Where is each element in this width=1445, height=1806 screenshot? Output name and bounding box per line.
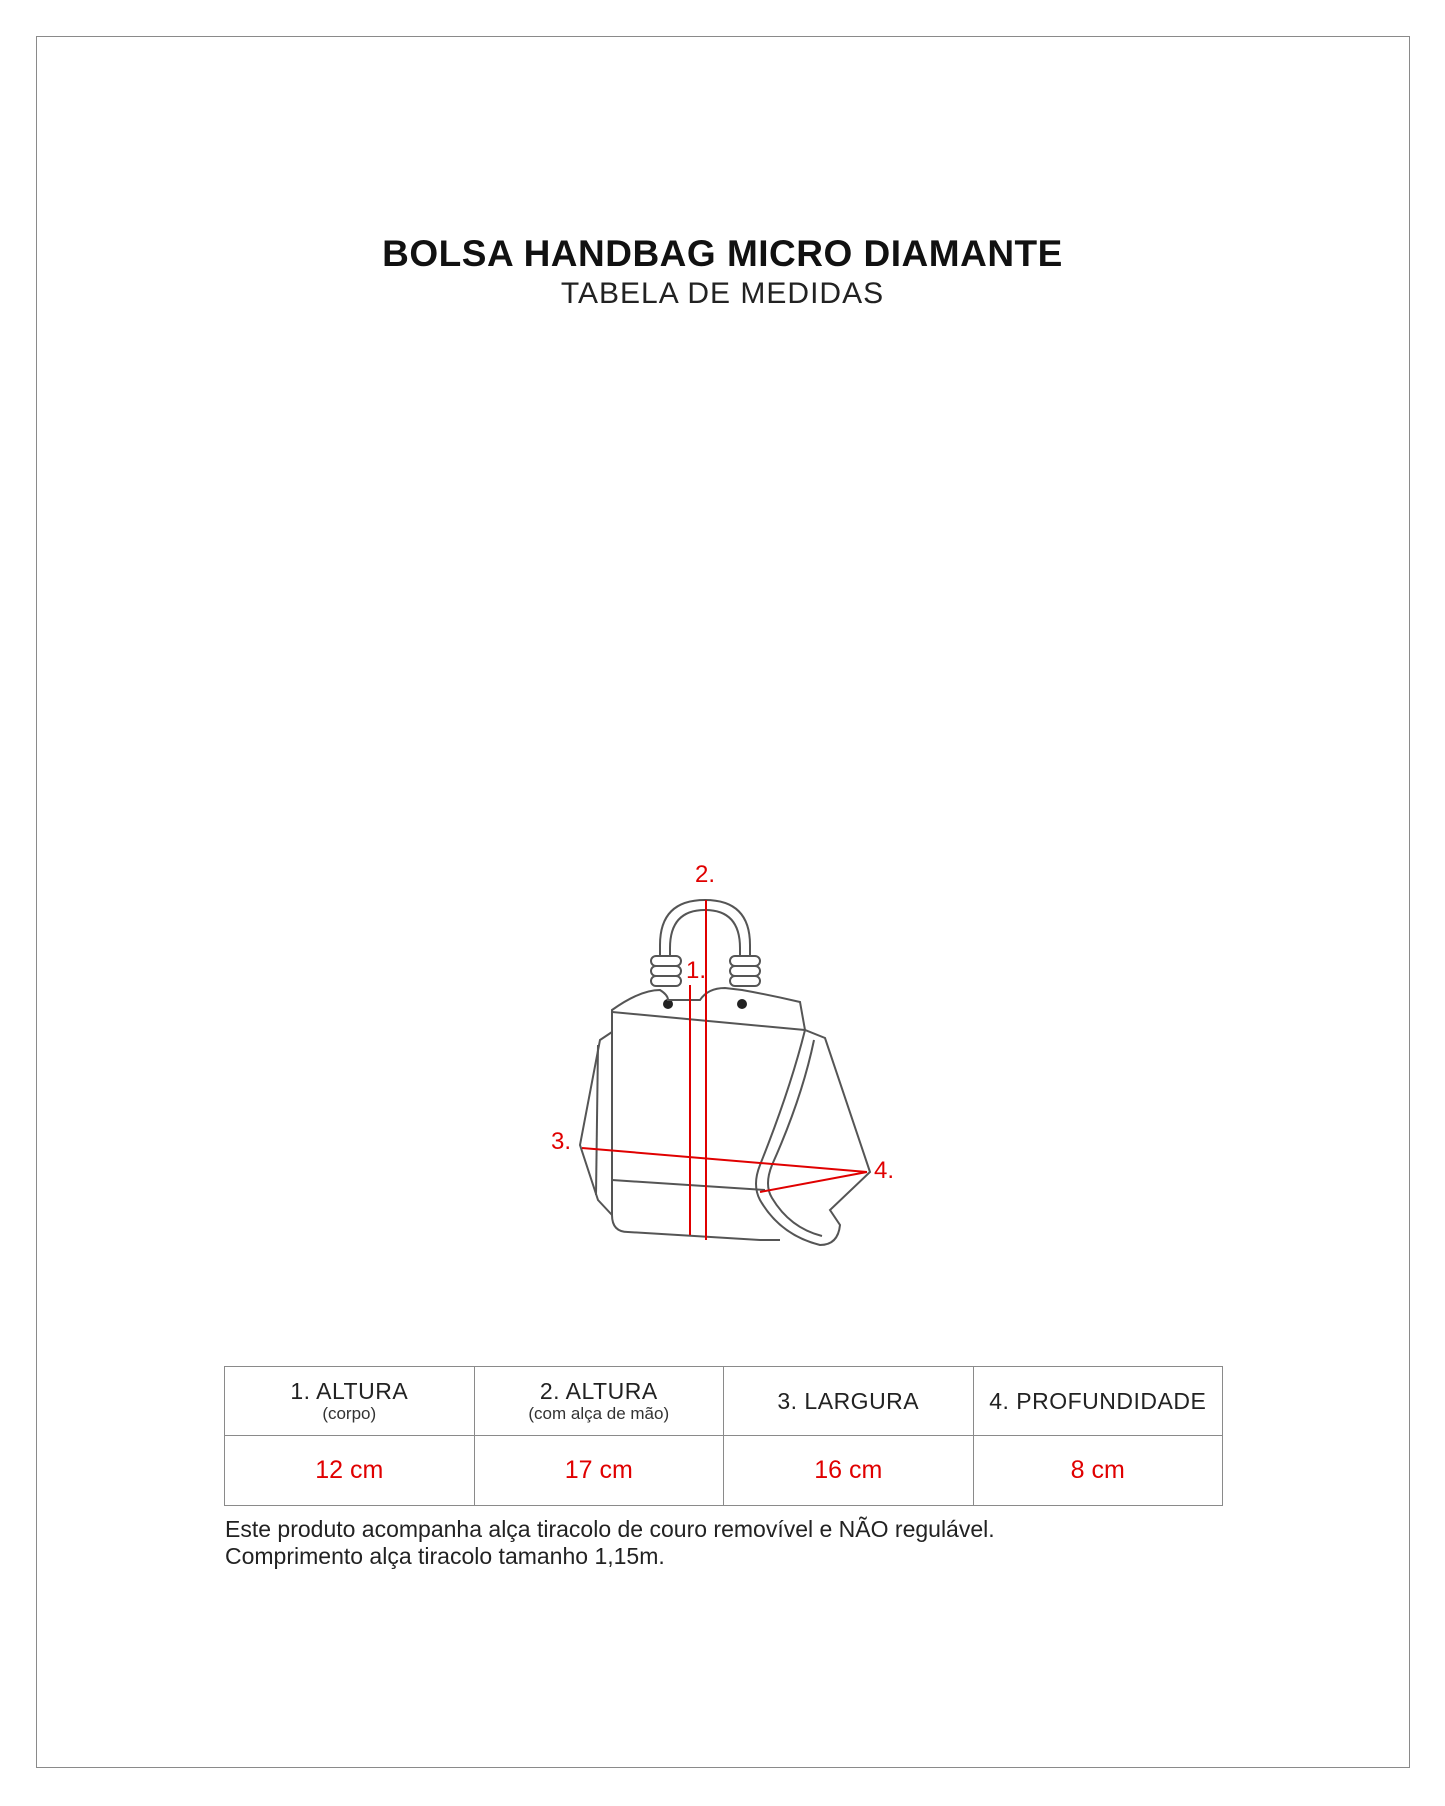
value-cell-altura-alca bbox=[474, 1436, 724, 1506]
table-values-row bbox=[225, 1436, 1223, 1506]
measure-value: 8 cm bbox=[1070, 1456, 1125, 1484]
measure-line-3 bbox=[582, 1148, 867, 1172]
header-cell-profundidade bbox=[973, 1367, 1223, 1436]
value-cell-profundidade bbox=[973, 1436, 1223, 1506]
value-cell-altura-corpo bbox=[225, 1436, 475, 1506]
header-sublabel: (com alça de mão) bbox=[528, 1404, 670, 1423]
bag-left-side-inner bbox=[596, 1045, 598, 1195]
handbag-diagram bbox=[540, 850, 920, 1270]
table-header-row bbox=[225, 1367, 1223, 1436]
bag-front bbox=[612, 1012, 780, 1240]
bag-right-gusset bbox=[756, 1030, 870, 1245]
bag-top bbox=[612, 988, 805, 1030]
measure-label-4: 4. bbox=[874, 1157, 895, 1184]
header-label: 1. ALTURA bbox=[290, 1378, 409, 1404]
right-rivet bbox=[737, 999, 747, 1009]
note-line-2: Comprimento alça tiracolo tamanho 1,15m. bbox=[225, 1543, 665, 1569]
measure-value: 12 cm bbox=[315, 1456, 384, 1484]
measure-label-3: 3. bbox=[551, 1128, 572, 1155]
handbag-drawing bbox=[540, 850, 920, 1270]
note-line-1: Este produto acompanha alça tiracolo de couro removível e NÃO regulável. bbox=[225, 1516, 995, 1542]
page-subtitle: TABELA DE MEDIDAS bbox=[560, 277, 885, 310]
right-wrap bbox=[730, 956, 760, 986]
header-cell-altura-alca bbox=[474, 1367, 724, 1436]
bag-front-seam bbox=[612, 1180, 765, 1190]
header-label: 3. LARGURA bbox=[777, 1388, 920, 1414]
value-cell-largura bbox=[724, 1436, 974, 1506]
header-cell-altura-corpo bbox=[225, 1367, 475, 1436]
measure-label-2: 2. bbox=[695, 861, 716, 888]
measure-label-1: 1. bbox=[686, 957, 707, 984]
page-title: BOLSA HANDBAG MICRO DIAMANTE bbox=[382, 233, 1063, 274]
product-note bbox=[225, 1516, 995, 1570]
measurements-table bbox=[224, 1366, 1223, 1506]
header-cell-largura bbox=[724, 1367, 974, 1436]
measure-value: 17 cm bbox=[564, 1456, 633, 1484]
header-label: 4. PROFUNDIDADE bbox=[989, 1388, 1207, 1414]
header-sublabel: (corpo) bbox=[322, 1404, 377, 1423]
header-label: 2. ALTURA bbox=[539, 1378, 658, 1404]
left-wrap bbox=[651, 956, 681, 986]
measure-value: 16 cm bbox=[814, 1456, 883, 1484]
